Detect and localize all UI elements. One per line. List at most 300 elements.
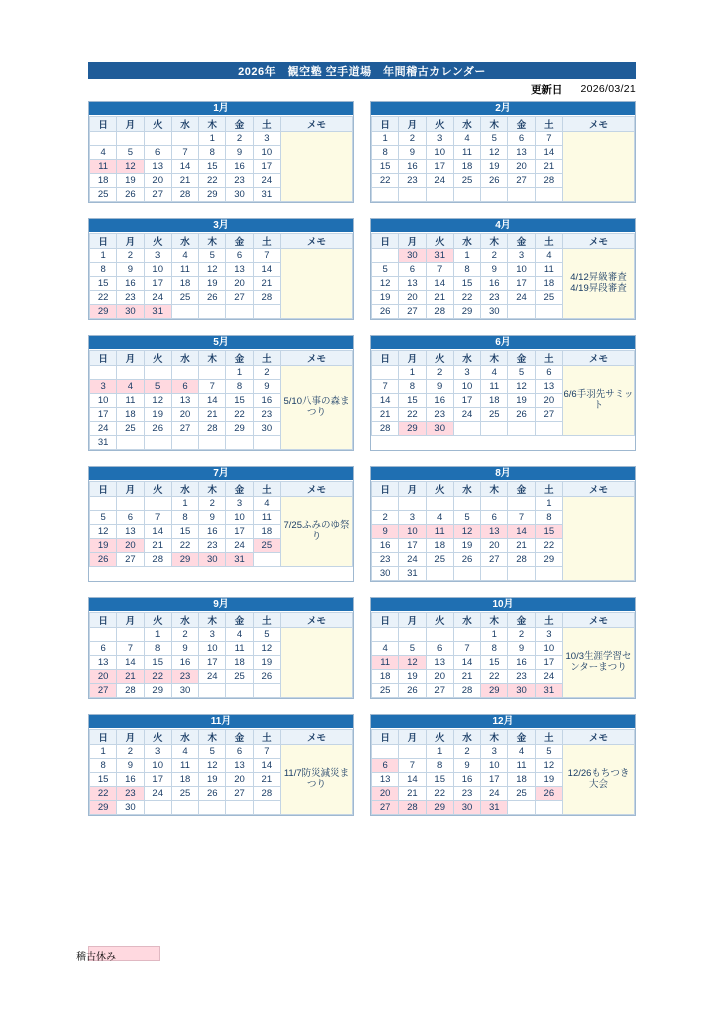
month-title: 2月 <box>371 102 635 116</box>
week-row <box>372 132 635 146</box>
weekday-header: 日 <box>90 117 117 132</box>
day-cell: 1 <box>171 497 198 511</box>
day-cell: 28 <box>199 422 226 436</box>
day-cell: 7 <box>508 511 535 525</box>
day-cell: 16 <box>117 277 144 291</box>
day-cell-empty <box>508 188 535 202</box>
day-cell: 4 <box>90 146 117 160</box>
weekday-header: 木 <box>481 613 508 628</box>
weekday-header: 金 <box>508 117 535 132</box>
day-cell-empty <box>199 436 226 450</box>
memo-cell[interactable]: 12/26もちつき大会 <box>563 745 635 815</box>
day-cell: 25 <box>117 422 144 436</box>
memo-cell[interactable]: 5/10八事の森まつり <box>281 366 353 450</box>
day-cell: 7 <box>426 263 453 277</box>
memo-cell[interactable]: 10/3生涯学習センターまつり <box>563 628 635 698</box>
weekday-header: 火 <box>426 482 453 497</box>
day-cell: 1 <box>481 628 508 642</box>
day-cell: 7 <box>453 642 480 656</box>
weekday-header: 土 <box>253 730 280 745</box>
update-row <box>450 82 636 96</box>
month-table <box>89 612 353 698</box>
day-cell: 30 <box>399 249 426 263</box>
weekday-header: 月 <box>117 117 144 132</box>
day-cell: 25 <box>226 670 253 684</box>
day-cell: 11 <box>508 759 535 773</box>
day-cell: 17 <box>144 773 171 787</box>
day-cell-empty <box>535 422 562 436</box>
day-cell: 26 <box>399 684 426 698</box>
day-cell: 3 <box>535 628 562 642</box>
day-cell: 2 <box>399 132 426 146</box>
day-cell: 13 <box>426 656 453 670</box>
weekday-header-row <box>372 613 635 628</box>
day-cell: 1 <box>372 132 399 146</box>
month-table <box>371 729 635 815</box>
day-cell-empty <box>481 188 508 202</box>
day-cell: 15 <box>90 277 117 291</box>
weekday-header: 月 <box>399 482 426 497</box>
day-cell: 14 <box>426 277 453 291</box>
day-cell-empty <box>508 801 535 815</box>
day-cell: 2 <box>199 497 226 511</box>
month-table <box>371 116 635 202</box>
weekday-header: 金 <box>508 234 535 249</box>
day-cell: 3 <box>426 132 453 146</box>
day-cell: 29 <box>535 553 562 567</box>
month-block <box>88 466 354 582</box>
day-cell: 10 <box>481 759 508 773</box>
day-cell: 23 <box>226 174 253 188</box>
day-cell: 20 <box>171 408 198 422</box>
day-cell: 4 <box>372 642 399 656</box>
day-cell: 11 <box>90 160 117 174</box>
day-cell-empty <box>372 745 399 759</box>
weekday-header: 金 <box>226 613 253 628</box>
day-cell: 14 <box>453 656 480 670</box>
day-cell: 19 <box>481 160 508 174</box>
day-cell: 13 <box>171 394 198 408</box>
day-cell: 16 <box>453 773 480 787</box>
day-cell-empty <box>253 436 280 450</box>
memo-cell[interactable] <box>281 249 353 319</box>
day-cell-empty <box>171 305 198 319</box>
day-cell-empty <box>90 497 117 511</box>
day-cell: 29 <box>144 684 171 698</box>
day-cell-empty <box>508 305 535 319</box>
day-cell: 11 <box>117 394 144 408</box>
month-block <box>370 335 636 451</box>
month-block <box>88 218 354 320</box>
day-cell-empty <box>399 745 426 759</box>
day-cell: 6 <box>508 132 535 146</box>
day-cell: 18 <box>426 539 453 553</box>
memo-header: メモ <box>281 482 353 497</box>
day-cell: 14 <box>253 759 280 773</box>
day-cell: 26 <box>453 553 480 567</box>
weekday-header: 土 <box>253 482 280 497</box>
day-cell: 21 <box>199 408 226 422</box>
day-cell: 5 <box>253 628 280 642</box>
day-cell-empty <box>535 567 562 581</box>
weekday-header: 木 <box>481 482 508 497</box>
weekday-header: 金 <box>226 117 253 132</box>
day-cell: 7 <box>117 642 144 656</box>
day-cell: 15 <box>426 773 453 787</box>
weekday-header: 水 <box>171 117 198 132</box>
day-cell: 8 <box>426 759 453 773</box>
day-cell: 5 <box>508 366 535 380</box>
memo-cell[interactable]: 11/7防災減災まつり <box>281 745 353 815</box>
day-cell: 8 <box>226 380 253 394</box>
day-cell-empty <box>481 497 508 511</box>
day-cell: 15 <box>199 160 226 174</box>
day-cell: 10 <box>226 511 253 525</box>
day-cell: 9 <box>508 642 535 656</box>
day-cell: 3 <box>226 497 253 511</box>
memo-header: メモ <box>281 234 353 249</box>
day-cell: 29 <box>199 188 226 202</box>
day-cell: 29 <box>90 801 117 815</box>
day-cell-empty <box>226 801 253 815</box>
day-cell: 15 <box>226 394 253 408</box>
day-cell-empty <box>535 305 562 319</box>
weekday-header: 木 <box>199 351 226 366</box>
day-cell: 7 <box>535 132 562 146</box>
day-cell-empty <box>171 366 198 380</box>
weekday-header: 水 <box>453 117 480 132</box>
day-cell: 21 <box>508 539 535 553</box>
week-row <box>90 497 353 511</box>
day-cell-empty <box>117 366 144 380</box>
day-cell: 5 <box>199 249 226 263</box>
day-cell: 30 <box>481 305 508 319</box>
day-cell: 31 <box>90 436 117 450</box>
day-cell: 17 <box>226 525 253 539</box>
day-cell: 28 <box>372 422 399 436</box>
month-title: 7月 <box>89 467 353 481</box>
day-cell: 9 <box>453 759 480 773</box>
day-cell: 4 <box>253 497 280 511</box>
day-cell-empty <box>453 567 480 581</box>
day-cell: 1 <box>90 745 117 759</box>
day-cell: 2 <box>253 366 280 380</box>
day-cell: 25 <box>171 291 198 305</box>
day-cell: 31 <box>226 553 253 567</box>
weekday-header-row <box>372 234 635 249</box>
day-cell: 28 <box>453 684 480 698</box>
day-cell: 31 <box>399 567 426 581</box>
day-cell: 17 <box>144 277 171 291</box>
day-cell-empty <box>90 628 117 642</box>
day-cell: 20 <box>426 670 453 684</box>
day-cell: 15 <box>399 394 426 408</box>
day-cell: 12 <box>199 263 226 277</box>
weekday-header: 日 <box>90 730 117 745</box>
memo-header: メモ <box>563 730 635 745</box>
day-cell: 7 <box>199 380 226 394</box>
day-cell: 25 <box>535 291 562 305</box>
weekday-header-row <box>90 482 353 497</box>
weekday-header: 月 <box>117 730 144 745</box>
week-row <box>372 745 635 759</box>
day-cell: 24 <box>253 174 280 188</box>
memo-cell[interactable] <box>563 497 635 581</box>
day-cell-empty <box>481 567 508 581</box>
day-cell: 21 <box>535 160 562 174</box>
week-row <box>372 628 635 642</box>
day-cell: 4 <box>226 628 253 642</box>
day-cell: 27 <box>90 684 117 698</box>
day-cell: 29 <box>399 422 426 436</box>
weekday-header: 日 <box>90 234 117 249</box>
memo-cell[interactable]: 7/25ふみのゆ祭り <box>281 497 353 567</box>
day-cell: 29 <box>90 305 117 319</box>
day-cell: 8 <box>481 642 508 656</box>
day-cell: 17 <box>253 160 280 174</box>
day-cell: 26 <box>253 670 280 684</box>
day-cell-empty <box>117 132 144 146</box>
day-cell-empty <box>199 801 226 815</box>
day-cell: 17 <box>90 408 117 422</box>
month-table <box>89 233 353 319</box>
day-cell: 31 <box>144 305 171 319</box>
month-block <box>88 335 354 451</box>
day-cell: 20 <box>508 160 535 174</box>
weekday-header: 土 <box>535 234 562 249</box>
memo-cell[interactable]: 4/12昇級審査 4/19昇段審査 <box>563 249 635 319</box>
day-cell: 15 <box>144 656 171 670</box>
day-cell: 13 <box>226 263 253 277</box>
day-cell: 26 <box>481 174 508 188</box>
weekday-header-row <box>372 351 635 366</box>
day-cell: 25 <box>426 553 453 567</box>
day-cell: 28 <box>171 188 198 202</box>
day-cell-empty <box>372 249 399 263</box>
month-row <box>88 597 636 699</box>
day-cell: 23 <box>253 408 280 422</box>
day-cell: 22 <box>481 670 508 684</box>
day-cell-empty <box>399 497 426 511</box>
day-cell: 29 <box>226 422 253 436</box>
day-cell: 10 <box>508 263 535 277</box>
day-cell: 11 <box>453 146 480 160</box>
day-cell: 21 <box>372 408 399 422</box>
day-cell: 20 <box>535 394 562 408</box>
day-cell: 22 <box>90 291 117 305</box>
day-cell-empty <box>144 366 171 380</box>
day-cell: 2 <box>508 628 535 642</box>
day-cell-empty <box>253 801 280 815</box>
day-cell: 30 <box>426 422 453 436</box>
memo-header: メモ <box>281 351 353 366</box>
day-cell: 15 <box>90 773 117 787</box>
month-title: 12月 <box>371 715 635 729</box>
day-cell: 2 <box>481 249 508 263</box>
day-cell: 13 <box>144 160 171 174</box>
month-table <box>371 481 635 581</box>
day-cell: 13 <box>90 656 117 670</box>
day-cell: 15 <box>481 656 508 670</box>
day-cell: 14 <box>535 146 562 160</box>
day-cell: 30 <box>226 188 253 202</box>
day-cell: 24 <box>508 291 535 305</box>
day-cell: 21 <box>117 670 144 684</box>
weekday-header: 水 <box>171 730 198 745</box>
day-cell: 12 <box>508 380 535 394</box>
weekday-header-row <box>90 351 353 366</box>
day-cell: 23 <box>508 670 535 684</box>
weekday-header: 金 <box>508 351 535 366</box>
day-cell: 4 <box>117 380 144 394</box>
weekday-header: 火 <box>144 117 171 132</box>
day-cell-empty <box>399 628 426 642</box>
day-cell: 15 <box>171 525 198 539</box>
weekday-header: 木 <box>199 730 226 745</box>
day-cell: 6 <box>399 263 426 277</box>
day-cell: 22 <box>199 174 226 188</box>
weekday-header: 水 <box>453 234 480 249</box>
month-row <box>88 714 636 816</box>
weekday-header: 水 <box>453 351 480 366</box>
day-cell-empty <box>426 567 453 581</box>
day-cell: 8 <box>144 642 171 656</box>
day-cell: 3 <box>253 132 280 146</box>
weekday-header: 水 <box>171 234 198 249</box>
day-cell: 22 <box>90 787 117 801</box>
day-cell: 10 <box>453 380 480 394</box>
day-cell: 16 <box>171 656 198 670</box>
day-cell: 8 <box>372 146 399 160</box>
day-cell: 2 <box>226 132 253 146</box>
weekday-header: 月 <box>117 613 144 628</box>
weekday-header: 土 <box>535 730 562 745</box>
weekday-header: 月 <box>117 482 144 497</box>
update-date: 2026/03/21 <box>580 83 636 95</box>
day-cell-empty <box>144 497 171 511</box>
day-cell: 18 <box>117 408 144 422</box>
day-cell: 19 <box>253 656 280 670</box>
weekday-header: 水 <box>453 613 480 628</box>
day-cell-empty <box>199 684 226 698</box>
day-cell: 3 <box>481 745 508 759</box>
weekday-header: 日 <box>90 482 117 497</box>
month-block <box>370 218 636 320</box>
day-cell: 11 <box>426 525 453 539</box>
day-cell: 18 <box>372 670 399 684</box>
weekday-header-row <box>372 730 635 745</box>
weekday-header: 日 <box>372 234 399 249</box>
weekday-header: 日 <box>372 613 399 628</box>
day-cell-empty <box>508 497 535 511</box>
day-cell-empty <box>117 436 144 450</box>
weekday-header: 火 <box>144 613 171 628</box>
day-cell: 6 <box>90 642 117 656</box>
day-cell: 30 <box>199 553 226 567</box>
day-cell: 24 <box>144 291 171 305</box>
day-cell: 8 <box>90 263 117 277</box>
day-cell: 25 <box>253 539 280 553</box>
weekday-header: 木 <box>199 117 226 132</box>
memo-header: メモ <box>563 482 635 497</box>
month-title: 9月 <box>89 598 353 612</box>
day-cell: 23 <box>426 408 453 422</box>
day-cell: 26 <box>90 553 117 567</box>
weekday-header: 日 <box>90 351 117 366</box>
day-cell: 7 <box>253 745 280 759</box>
day-cell: 22 <box>426 787 453 801</box>
day-cell: 27 <box>426 684 453 698</box>
month-title: 10月 <box>371 598 635 612</box>
memo-header: メモ <box>563 117 635 132</box>
memo-cell[interactable]: 6/6手羽先サミット <box>563 366 635 436</box>
memo-cell[interactable] <box>281 132 353 202</box>
day-cell-empty <box>535 801 562 815</box>
weekday-header: 月 <box>117 351 144 366</box>
day-cell-empty <box>253 553 280 567</box>
weekday-header: 土 <box>253 234 280 249</box>
page-title: 2026年 観空塾 空手道場 年間稽古カレンダー <box>88 62 636 79</box>
day-cell: 25 <box>171 787 198 801</box>
day-cell: 12 <box>199 759 226 773</box>
day-cell: 22 <box>372 174 399 188</box>
day-cell: 29 <box>453 305 480 319</box>
day-cell: 16 <box>399 160 426 174</box>
day-cell: 9 <box>372 525 399 539</box>
day-cell: 23 <box>117 291 144 305</box>
week-row <box>90 249 353 263</box>
day-cell: 10 <box>535 642 562 656</box>
month-block <box>370 714 636 816</box>
day-cell: 24 <box>453 408 480 422</box>
day-cell: 28 <box>253 291 280 305</box>
day-cell: 5 <box>199 745 226 759</box>
day-cell: 12 <box>144 394 171 408</box>
day-cell: 1 <box>226 366 253 380</box>
month-row <box>88 335 636 451</box>
weekday-header: 水 <box>171 613 198 628</box>
day-cell: 27 <box>171 422 198 436</box>
month-table <box>89 116 353 202</box>
day-cell: 18 <box>226 656 253 670</box>
weekday-header: 金 <box>508 482 535 497</box>
day-cell: 20 <box>481 539 508 553</box>
day-cell: 17 <box>535 656 562 670</box>
day-cell: 5 <box>481 132 508 146</box>
memo-cell[interactable] <box>281 628 353 698</box>
day-cell: 26 <box>117 188 144 202</box>
day-cell-empty <box>90 132 117 146</box>
day-cell: 17 <box>508 277 535 291</box>
day-cell: 24 <box>90 422 117 436</box>
day-cell: 11 <box>372 656 399 670</box>
day-cell: 21 <box>253 277 280 291</box>
weekday-header: 日 <box>90 613 117 628</box>
day-cell: 4 <box>453 132 480 146</box>
update-label: 更新日 <box>530 83 563 96</box>
day-cell-empty <box>508 422 535 436</box>
day-cell-empty <box>399 188 426 202</box>
day-cell: 12 <box>372 277 399 291</box>
day-cell: 28 <box>144 553 171 567</box>
day-cell: 7 <box>171 146 198 160</box>
day-cell-empty <box>171 801 198 815</box>
day-cell: 15 <box>372 160 399 174</box>
memo-cell[interactable] <box>563 132 635 202</box>
day-cell: 16 <box>117 773 144 787</box>
day-cell: 9 <box>399 146 426 160</box>
day-cell: 20 <box>144 174 171 188</box>
